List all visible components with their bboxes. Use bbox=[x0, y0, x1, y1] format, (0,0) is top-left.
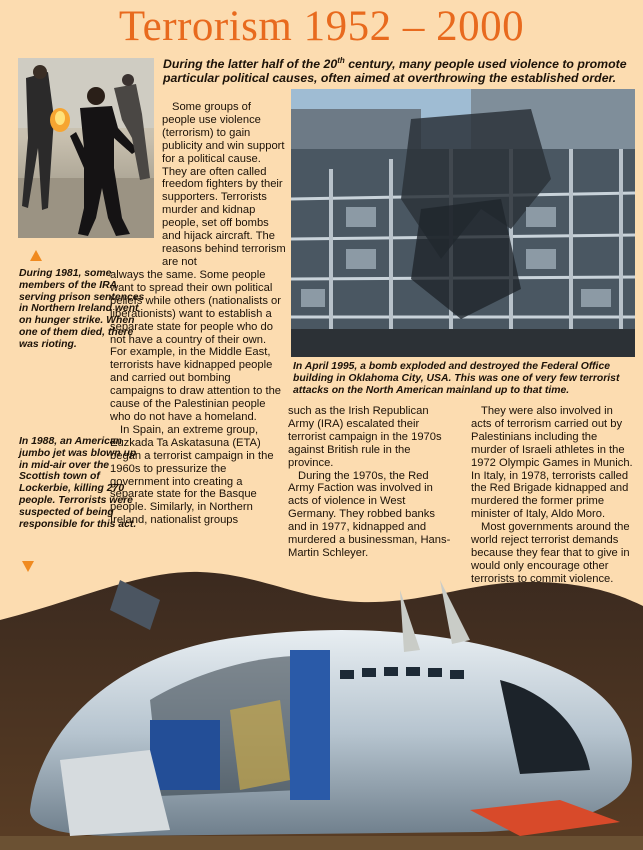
body-col1-paragraph-2: For example, in the Middle East, terrorists have kidnapped people and carried out bombing campaigns to draw attention to the cause of the Palestinian people who do not have a homeland. bbox=[110, 346, 282, 423]
riot-photo bbox=[18, 58, 154, 238]
intro-superscript: th bbox=[337, 56, 345, 65]
caption-oklahoma-bombing: In April 1995, a bomb exploded and destroyed the Federal Office building in Oklahoma City, USA. This was one of very few terrorist attacks on the North American mainland up to that time. bbox=[293, 361, 620, 396]
page-title: Terrorism 1952 – 2000 bbox=[118, 3, 525, 50]
body-col1-top-text: Some groups of people use violence (terrorism) to gain publicity and win support for a political cause. They are often called freedom fighters by their supporters. Terrorists murder and kidnap people, set off bombs and hijack aircraft. The reasons behind terrorism are not bbox=[162, 101, 286, 268]
body-column-3 bbox=[471, 405, 635, 586]
intro-paragraph bbox=[163, 54, 633, 85]
body-col2-paragraph-2-wrap bbox=[288, 470, 454, 560]
body-col3-paragraph-1: They were also involved in acts of terrorism carried out by Palestinians including the murder of Israeli athletes in the 1972 Olympic Games in Munich. In Italy, in 1978, terrorists called the Red Brigade kidnapped and murdered the former prime minister of Italy, Aldo Moro. bbox=[471, 405, 633, 521]
caption-lockerbie: In 1988, an American jumbo jet was blown up in mid-air over the Scottish town of Lockerbie, killing 270 people. Terrorists were suspected of being responsible for this act. bbox=[19, 436, 137, 530]
body-column-2 bbox=[288, 405, 454, 560]
body-column-1-top bbox=[162, 101, 286, 269]
body-col1-paragraph-3-wrap bbox=[110, 424, 284, 527]
body-col3-paragraph-1-wrap bbox=[471, 405, 635, 521]
body-col3-paragraph-2: Most governments around the world reject terrorist demands because they fear that to give in would only encourage other terrorists to commit violence. bbox=[471, 521, 630, 585]
caption-ira-hunger-strike: During 1981, some members of the IRA serving prison sentences in Northern Ireland went on hunger strike. When one of them died, there was rioting. bbox=[19, 268, 145, 350]
oklahoma-building-photo bbox=[291, 89, 635, 357]
lockerbie-wreckage-photo bbox=[0, 560, 643, 850]
intro-text-start: During the latter half of the 20 bbox=[163, 57, 338, 72]
body-col2-paragraph-2: During the 1970s, the Red Army Faction was involved in acts of violence in West Germany. They robbed banks and in 1977, kidnapped and murdered a businessman, Hans-Martin Schleyer. bbox=[288, 469, 451, 559]
body-col1-paragraph-1: always the same. Some people want to spread their own political beliefs while others (nationalists or liberationists) want to establish a separate state for people who do not have a country of their own. bbox=[110, 269, 282, 346]
intro-text-end: century, many people used violence to promote particular political causes, often aimed at overthrowing the established order. bbox=[163, 57, 627, 86]
body-column-1-bottom bbox=[110, 269, 284, 527]
oklahoma-illustration bbox=[291, 89, 635, 357]
triangle-up-icon bbox=[30, 250, 42, 261]
body-col2-paragraph-1: such as the Irish Republican Army (IRA) escalated their terrorist campaign in the 1970s against British rule in the province. bbox=[288, 405, 442, 469]
body-col1-paragraph-3: In Spain, an extreme group, Euzkada Ta Askatasuna (ETA) began a terrorist campaign in the 1960s to pressurize the government into creating a separate state for the Basque people. Similarly, in Northern Ireland, nationalist groups bbox=[110, 423, 274, 527]
riot-illustration bbox=[18, 58, 154, 238]
wreckage-illustration bbox=[0, 560, 643, 850]
